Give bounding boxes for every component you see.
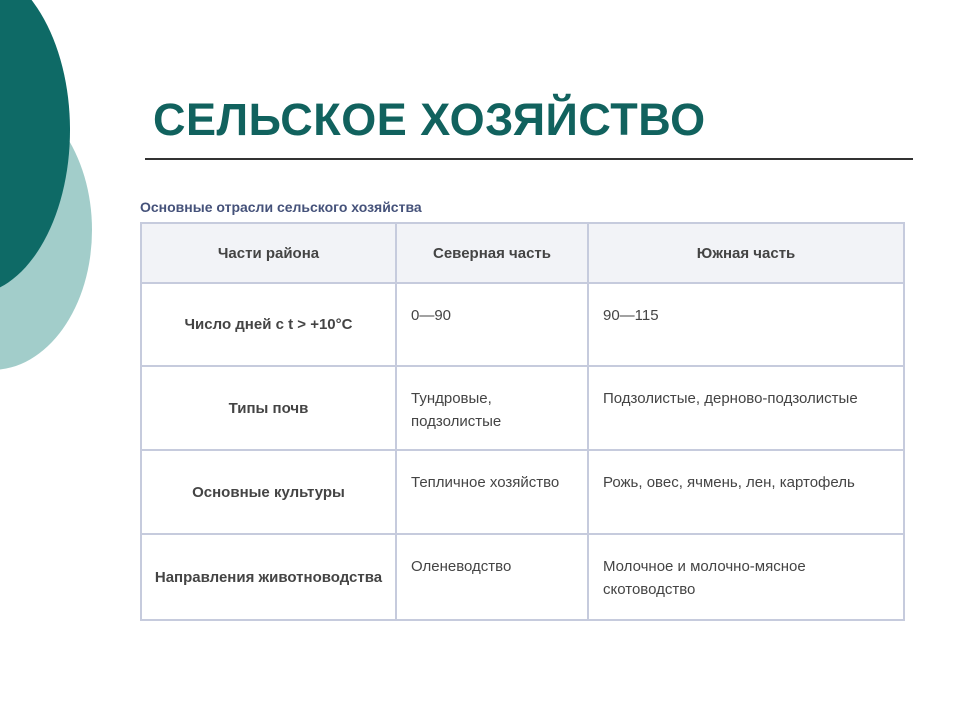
row-label: Число дней с t > +10°С: [141, 283, 396, 366]
south-cell: 90—115: [588, 283, 904, 366]
north-cell: Тепличное хозяйство: [396, 450, 588, 534]
row-label: Типы почв: [141, 366, 396, 450]
header-cell: Части района: [141, 223, 396, 283]
table-row: [141, 366, 904, 450]
table-caption: Основные отрасли сельского хозяйства: [140, 199, 422, 215]
table-header-row: [141, 223, 904, 283]
north-cell: Тундровые, подзолистые: [396, 366, 588, 450]
slide-title: СЕЛЬСКОЕ ХОЗЯЙСТВО: [153, 94, 706, 145]
table-row: [141, 283, 904, 366]
table-row: [141, 450, 904, 534]
header-cell: Северная часть: [396, 223, 588, 283]
header-cell: Южная часть: [588, 223, 904, 283]
south-cell: Рожь, овес, ячмень, лен, картофель: [588, 450, 904, 534]
row-label: Основные культуры: [141, 450, 396, 534]
north-cell: 0—90: [396, 283, 588, 366]
table-row: [141, 534, 904, 620]
south-cell: Подзолистые, дерново-подзолистые: [588, 366, 904, 450]
agriculture-table: [140, 222, 905, 621]
south-cell: Молочное и молочно-мясное скотоводство: [588, 534, 904, 620]
north-cell: Оленеводство: [396, 534, 588, 620]
title-underline: [145, 158, 913, 160]
row-label: Направления животноводства: [141, 534, 396, 620]
